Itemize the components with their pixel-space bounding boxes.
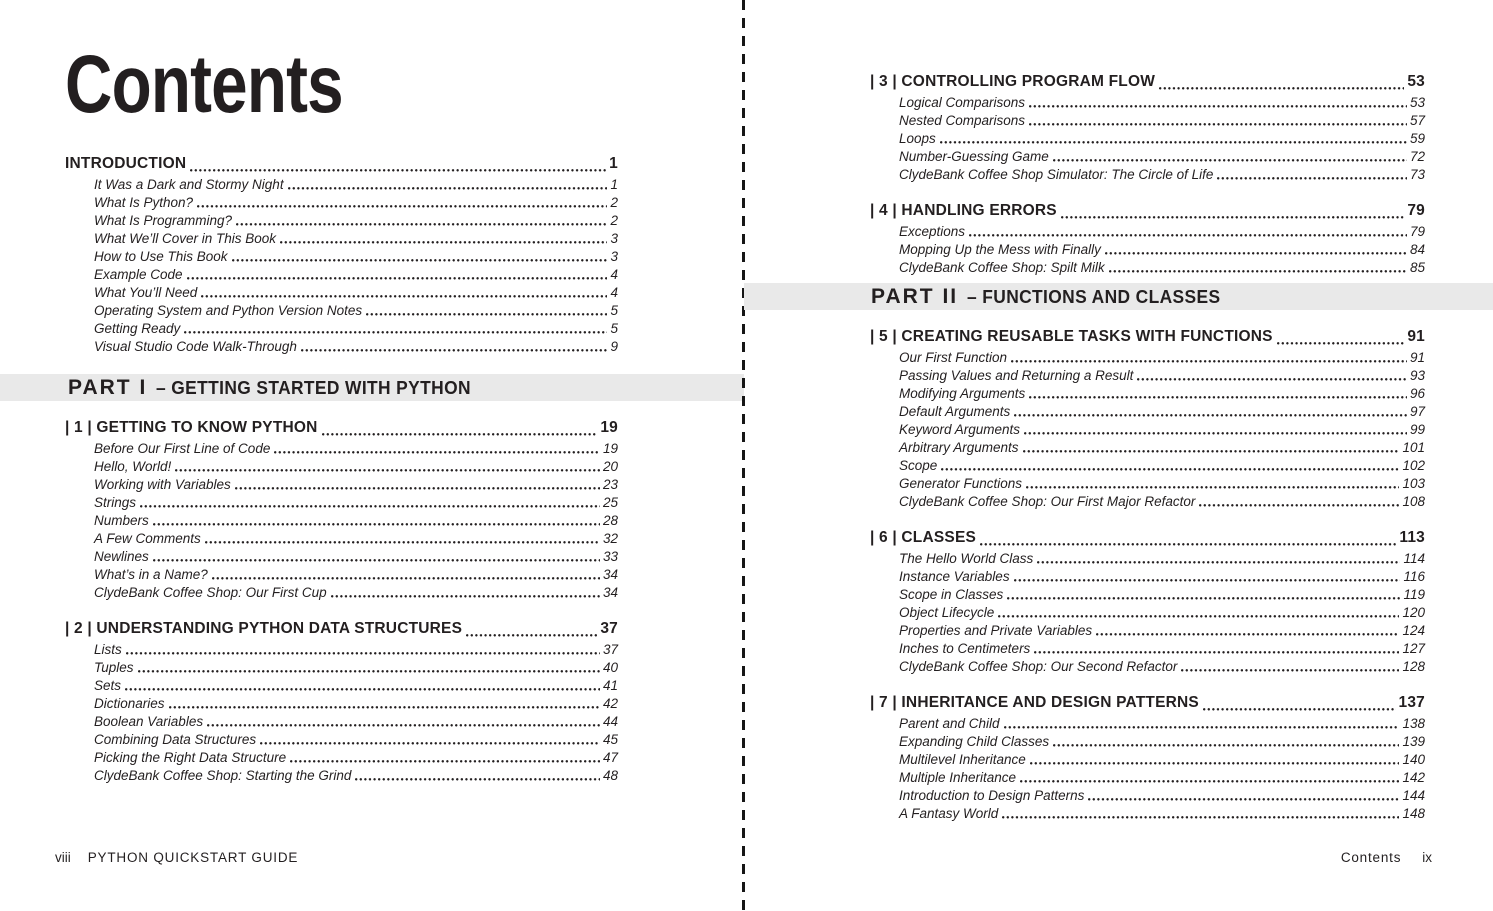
- entry-title: Lists: [94, 642, 122, 657]
- toc-entry-row: [65, 176, 618, 194]
- toc-entry-row: [65, 677, 618, 695]
- entry-page-number: 102: [1402, 458, 1425, 473]
- toc-entry-row: [65, 320, 618, 338]
- entry-page-number: 144: [1402, 788, 1425, 803]
- entry-page-number: 101: [1402, 440, 1425, 455]
- entry-title: Sets: [94, 678, 122, 693]
- entry-title: Dictionaries: [94, 696, 165, 711]
- dot-leader: [1014, 568, 1401, 586]
- toc-entry-row: [870, 403, 1425, 421]
- entry-title: Visual Studio Code Walk-Through: [94, 339, 297, 354]
- toc-entry-row: [65, 338, 618, 356]
- dot-leader: [355, 767, 600, 785]
- toc-chapter-block: [65, 152, 618, 356]
- toc-entry-row: [870, 166, 1425, 184]
- entry-title: Loops: [899, 131, 936, 146]
- entry-title: The Hello World Class: [899, 551, 1034, 566]
- entry-title: Working with Variables: [94, 477, 231, 492]
- toc-chapter-block: [870, 70, 1425, 184]
- entry-page-number: 45: [602, 732, 618, 747]
- right-page-footer: [1341, 850, 1432, 865]
- part-subtitle: – FUNCTIONS AND CLASSES: [967, 285, 1221, 307]
- dot-leader: [1007, 586, 1400, 604]
- dot-leader: [1034, 640, 1399, 658]
- part-label: PART II: [871, 284, 959, 308]
- entry-title: Object Lifecycle: [899, 605, 995, 620]
- entry-page-number: 3: [610, 249, 618, 264]
- entry-page-number: 108: [1402, 494, 1425, 509]
- chapter-heading-label: | 4 | HANDLING ERRORS: [870, 202, 1057, 219]
- dot-leader: [322, 416, 598, 440]
- toc-entry-row: [65, 731, 618, 749]
- right-folio-number: ix: [1422, 850, 1432, 865]
- entry-page-number: 5: [610, 321, 618, 336]
- toc-chapter-block: [870, 691, 1425, 823]
- dot-leader: [260, 731, 600, 749]
- entry-title: ClydeBank Coffee Shop Simulator: The Circle of Life: [899, 167, 1214, 182]
- entry-page-number: 32: [602, 531, 618, 546]
- entry-page-number: 19: [602, 441, 618, 456]
- chapter-heading-label: INTRODUCTION: [65, 155, 187, 172]
- toc-chapter-block: [870, 199, 1425, 277]
- dot-leader: [331, 584, 600, 602]
- entry-page-number: 120: [1402, 605, 1425, 620]
- dot-leader: [1004, 715, 1400, 733]
- dot-leader: [998, 604, 1399, 622]
- entry-title: Our First Function: [899, 350, 1008, 365]
- entry-title: Passing Values and Returning a Result: [899, 368, 1134, 383]
- entry-page-number: 28: [602, 513, 618, 528]
- entry-title: Logical Comparisons: [899, 95, 1026, 110]
- entry-title: What We’ll Cover in This Book: [94, 231, 277, 246]
- dot-leader: [274, 440, 600, 458]
- toc-entry-row: [870, 769, 1425, 787]
- entry-title: Combining Data Structures: [94, 732, 257, 747]
- entry-page-number: 5: [610, 303, 618, 318]
- dot-leader: [126, 641, 600, 659]
- toc-entry-row: [870, 622, 1425, 640]
- dot-leader: [301, 338, 608, 356]
- toc-entry-row: [870, 259, 1425, 277]
- toc-entry-row: [65, 212, 618, 230]
- entry-title: Modifying Arguments: [899, 386, 1026, 401]
- toc-entry-row: [65, 284, 618, 302]
- toc-entry-row: [65, 458, 618, 476]
- entry-page-number: 79: [1409, 224, 1425, 239]
- entry-title: Keyword Arguments: [899, 422, 1021, 437]
- entry-title: ClydeBank Coffee Shop: Our First Major Refactor: [899, 494, 1196, 509]
- dot-leader: [1109, 259, 1407, 277]
- chapter-page-number: 1: [609, 155, 618, 172]
- entry-page-number: 119: [1403, 587, 1425, 602]
- entry-page-number: 93: [1409, 368, 1425, 383]
- toc-entry-row: [65, 767, 618, 785]
- toc-entry-row: [65, 266, 618, 284]
- dot-leader: [1199, 493, 1399, 511]
- entry-title: Default Arguments: [899, 404, 1011, 419]
- entry-title: Getting Ready: [94, 321, 181, 336]
- dot-leader: [288, 176, 608, 194]
- dot-leader: [980, 526, 1396, 550]
- toc-entry-row: [870, 112, 1425, 130]
- right-page: [744, 0, 1493, 911]
- entry-title: Introduction to Design Patterns: [899, 788, 1085, 803]
- toc-entry-row: [870, 787, 1425, 805]
- entry-title: What Is Programming?: [94, 213, 233, 228]
- entry-title: Number-Guessing Game: [899, 149, 1049, 164]
- toc-entry-row: [870, 223, 1425, 241]
- dot-leader: [1053, 148, 1407, 166]
- dot-leader: [153, 512, 600, 530]
- chapter-heading-row: [65, 416, 618, 440]
- entry-title: Scope: [899, 458, 938, 473]
- entry-title: Numbers: [94, 513, 149, 528]
- entry-page-number: 91: [1409, 350, 1425, 365]
- dot-leader: [1014, 403, 1407, 421]
- chapter-heading-label: | 3 | CONTROLLING PROGRAM FLOW: [870, 73, 1156, 90]
- dot-leader: [1011, 349, 1407, 367]
- dot-leader: [153, 548, 600, 566]
- toc-chapter-block: [65, 416, 618, 602]
- part-subtitle: – GETTING STARTED WITH PYTHON: [156, 376, 472, 398]
- toc-entry-row: [870, 805, 1425, 823]
- entry-page-number: 85: [1409, 260, 1425, 275]
- chapter-page-number: 91: [1407, 328, 1425, 345]
- chapter-page-number: 53: [1407, 73, 1425, 90]
- toc-entry-row: [65, 512, 618, 530]
- chapter-heading-label: | 5 | CREATING REUSABLE TASKS WITH FUNCTIONS: [870, 328, 1273, 345]
- toc-entry-row: [65, 659, 618, 677]
- toc-entry-row: [65, 548, 618, 566]
- dot-leader: [1026, 475, 1399, 493]
- entry-page-number: 42: [602, 696, 618, 711]
- toc-entry-row: [870, 349, 1425, 367]
- entry-title: What’s in a Name?: [94, 567, 208, 582]
- toc-entry-row: [870, 241, 1425, 259]
- entry-title: Multiple Inheritance: [899, 770, 1017, 785]
- dot-leader: [1029, 385, 1407, 403]
- entry-page-number: 2: [610, 213, 618, 228]
- entry-title: Boolean Variables: [94, 714, 204, 729]
- entry-page-number: 140: [1402, 752, 1425, 767]
- entry-page-number: 114: [1403, 551, 1425, 566]
- entry-title: Nested Comparisons: [899, 113, 1026, 128]
- entry-title: A Few Comments: [94, 531, 201, 546]
- dot-leader: [1053, 733, 1399, 751]
- dot-leader: [941, 457, 1399, 475]
- dot-leader: [1002, 805, 1399, 823]
- entry-title: Instance Variables: [899, 569, 1010, 584]
- entry-page-number: 2: [610, 195, 618, 210]
- entry-title: Generator Functions: [899, 476, 1023, 491]
- entry-page-number: 48: [602, 768, 618, 783]
- entry-page-number: 25: [602, 495, 618, 510]
- left-page-footer: [55, 850, 298, 865]
- toc-entry-row: [870, 421, 1425, 439]
- dot-leader: [366, 302, 607, 320]
- dot-leader: [1096, 622, 1399, 640]
- entry-title: Operating System and Python Version Notes: [94, 303, 363, 318]
- entry-title: Expanding Child Classes: [899, 734, 1050, 749]
- entry-page-number: 103: [1402, 476, 1425, 491]
- dot-leader: [1024, 421, 1407, 439]
- toc-entry-row: [870, 130, 1425, 148]
- toc-entry-row: [65, 194, 618, 212]
- part-heading-band: [0, 374, 744, 401]
- entry-title: Hello, World!: [94, 459, 172, 474]
- toc-entry-row: [870, 568, 1425, 586]
- entry-page-number: 128: [1402, 659, 1425, 674]
- chapter-page-number: 37: [600, 620, 618, 637]
- entry-title: Picking the Right Data Structure: [94, 750, 287, 765]
- chapter-heading-label: | 2 | UNDERSTANDING PYTHON DATA STRUCTURES: [65, 620, 463, 637]
- dot-leader: [197, 194, 607, 212]
- toc-entry-row: [65, 641, 618, 659]
- entry-page-number: 97: [1409, 404, 1425, 419]
- toc-entry-row: [870, 94, 1425, 112]
- dot-leader: [1203, 691, 1396, 715]
- entry-title: ClydeBank Coffee Shop: Spilt Milk: [899, 260, 1105, 275]
- entry-title: Scope in Classes: [899, 587, 1004, 602]
- toc-entry-row: [870, 640, 1425, 658]
- dot-leader: [1277, 325, 1405, 349]
- chapter-heading-row: [870, 70, 1425, 94]
- dot-leader: [184, 320, 607, 338]
- dot-leader: [138, 659, 600, 677]
- dot-leader: [1137, 367, 1407, 385]
- dot-leader: [1181, 658, 1399, 676]
- toc-entry-row: [870, 457, 1425, 475]
- toc-entry-row: [870, 733, 1425, 751]
- toc-entry-row: [65, 713, 618, 731]
- chapter-heading-row: [870, 325, 1425, 349]
- chapter-heading-label: | 6 | CLASSES: [870, 529, 977, 546]
- entry-page-number: 4: [610, 267, 618, 282]
- entry-title: Multilevel Inheritance: [899, 752, 1026, 767]
- dot-leader: [207, 713, 600, 731]
- toc-entry-row: [870, 439, 1425, 457]
- dot-leader: [1037, 550, 1400, 568]
- dot-leader: [175, 458, 600, 476]
- entry-title: It Was a Dark and Stormy Night: [94, 177, 284, 192]
- toc-entry-row: [870, 715, 1425, 733]
- entry-title: Strings: [94, 495, 137, 510]
- toc-entry-row: [870, 550, 1425, 568]
- entry-page-number: 99: [1409, 422, 1425, 437]
- book-title-running-footer: PYTHON QUICKSTART GUIDE: [87, 850, 299, 865]
- entry-page-number: 59: [1409, 131, 1425, 146]
- toc-chapter-block: [65, 617, 618, 785]
- dot-leader: [236, 212, 607, 230]
- dot-leader: [1030, 751, 1400, 769]
- entry-title: ClydeBank Coffee Shop: Starting the Grind: [94, 768, 352, 783]
- part-heading-band: [744, 283, 1493, 310]
- dot-leader: [466, 617, 597, 641]
- toc-entry-row: [870, 148, 1425, 166]
- chapter-page-number: 79: [1407, 202, 1425, 219]
- dot-leader: [280, 230, 607, 248]
- toc-entry-row: [870, 385, 1425, 403]
- toc-chapter-block: [870, 526, 1425, 676]
- entry-title: A Fantasy World: [899, 806, 999, 821]
- entry-page-number: 40: [602, 660, 618, 675]
- entry-page-number: 142: [1402, 770, 1425, 785]
- toc-entry-row: [65, 248, 618, 266]
- entry-page-number: 47: [602, 750, 618, 765]
- entry-page-number: 148: [1402, 806, 1425, 821]
- dot-leader: [125, 677, 600, 695]
- entry-title: Inches to Centimeters: [899, 641, 1031, 656]
- entry-title: How to Use This Book: [94, 249, 228, 264]
- entry-title: Example Code: [94, 267, 183, 282]
- chapter-heading-label: | 1 | GETTING TO KNOW PYTHON: [65, 419, 318, 436]
- left-page: [0, 0, 744, 911]
- entry-title: Newlines: [94, 549, 149, 564]
- entry-title: Parent and Child: [899, 716, 1000, 731]
- chapter-heading-label: | 7 | INHERITANCE AND DESIGN PATTERNS: [870, 694, 1199, 711]
- entry-title: What Is Python?: [94, 195, 194, 210]
- entry-page-number: 4: [610, 285, 618, 300]
- entry-title: What You’ll Need: [94, 285, 198, 300]
- entry-page-number: 1: [610, 177, 618, 192]
- entry-title: Exceptions: [899, 224, 966, 239]
- toc-entry-row: [65, 302, 618, 320]
- toc-entry-row: [65, 230, 618, 248]
- dot-leader: [1159, 70, 1404, 94]
- chapter-heading-row: [65, 152, 618, 176]
- entry-page-number: 53: [1409, 95, 1425, 110]
- toc-entry-row: [65, 440, 618, 458]
- entry-page-number: 57: [1409, 113, 1425, 128]
- dot-leader: [1088, 787, 1399, 805]
- toc-entry-row: [65, 494, 618, 512]
- dot-leader: [201, 284, 607, 302]
- entry-page-number: 96: [1409, 386, 1425, 401]
- chapter-heading-row: [870, 691, 1425, 715]
- toc-entry-row: [65, 530, 618, 548]
- entry-title: Arbitrary Arguments: [899, 440, 1019, 455]
- dot-leader: [212, 566, 600, 584]
- entry-title: ClydeBank Coffee Shop: Our Second Refactor: [899, 659, 1178, 674]
- dot-leader: [1023, 439, 1400, 457]
- entry-page-number: 34: [602, 585, 618, 600]
- entry-page-number: 9: [610, 339, 618, 354]
- toc-entry-row: [870, 367, 1425, 385]
- dot-leader: [1029, 94, 1407, 112]
- entry-page-number: 44: [602, 714, 618, 729]
- toc-entry-row: [65, 566, 618, 584]
- toc-entry-row: [65, 695, 618, 713]
- toc-entry-row: [870, 604, 1425, 622]
- dot-leader: [1217, 166, 1407, 184]
- right-toc-blocks: [870, 70, 1425, 823]
- entry-page-number: 37: [602, 642, 618, 657]
- entry-page-number: 73: [1409, 167, 1425, 182]
- left-toc-blocks: [65, 152, 618, 785]
- contents-page-title: Contents: [65, 39, 343, 130]
- dot-leader: [235, 476, 600, 494]
- chapter-heading-row: [870, 199, 1425, 223]
- toc-entry-row: [870, 493, 1425, 511]
- entry-page-number: 34: [602, 567, 618, 582]
- dot-leader: [205, 530, 600, 548]
- toc-entry-row: [870, 751, 1425, 769]
- left-folio-number: viii: [55, 850, 71, 865]
- dot-leader: [1105, 241, 1407, 259]
- entry-page-number: 3: [610, 231, 618, 246]
- dot-leader: [1061, 199, 1405, 223]
- toc-chapter-block: [870, 325, 1425, 511]
- contents-running-footer: Contents: [1340, 850, 1402, 865]
- dot-leader: [169, 695, 600, 713]
- entry-page-number: 84: [1409, 242, 1425, 257]
- chapter-heading-row: [870, 526, 1425, 550]
- entry-page-number: 23: [602, 477, 618, 492]
- dot-leader: [940, 130, 1407, 148]
- entry-page-number: 20: [602, 459, 618, 474]
- entry-page-number: 72: [1409, 149, 1425, 164]
- toc-entry-row: [870, 658, 1425, 676]
- chapter-page-number: 19: [600, 419, 618, 436]
- toc-entry-row: [870, 586, 1425, 604]
- entry-page-number: 116: [1403, 569, 1425, 584]
- dot-leader: [232, 248, 608, 266]
- entry-page-number: 138: [1402, 716, 1425, 731]
- entry-page-number: 41: [602, 678, 618, 693]
- entry-title: Tuples: [94, 660, 134, 675]
- entry-title: Properties and Private Variables: [899, 623, 1093, 638]
- entry-page-number: 124: [1402, 623, 1425, 638]
- toc-entry-row: [65, 749, 618, 767]
- part-label: PART I: [68, 375, 148, 399]
- dot-leader: [969, 223, 1407, 241]
- chapter-page-number: 137: [1398, 694, 1425, 711]
- entry-page-number: 127: [1402, 641, 1425, 656]
- entry-title: Before Our First Line of Code: [94, 441, 271, 456]
- chapter-page-number: 113: [1399, 529, 1425, 546]
- dot-leader: [290, 749, 600, 767]
- entry-title: Mopping Up the Mess with Finally: [899, 242, 1101, 257]
- entry-page-number: 33: [602, 549, 618, 564]
- toc-entry-row: [870, 475, 1425, 493]
- dot-leader: [1020, 769, 1399, 787]
- dot-leader: [140, 494, 600, 512]
- dot-leader: [187, 266, 608, 284]
- entry-page-number: 139: [1402, 734, 1425, 749]
- entry-title: ClydeBank Coffee Shop: Our First Cup: [94, 585, 327, 600]
- dot-leader: [190, 152, 606, 176]
- dot-leader: [1029, 112, 1407, 130]
- chapter-heading-row: [65, 617, 618, 641]
- toc-entry-row: [65, 476, 618, 494]
- toc-entry-row: [65, 584, 618, 602]
